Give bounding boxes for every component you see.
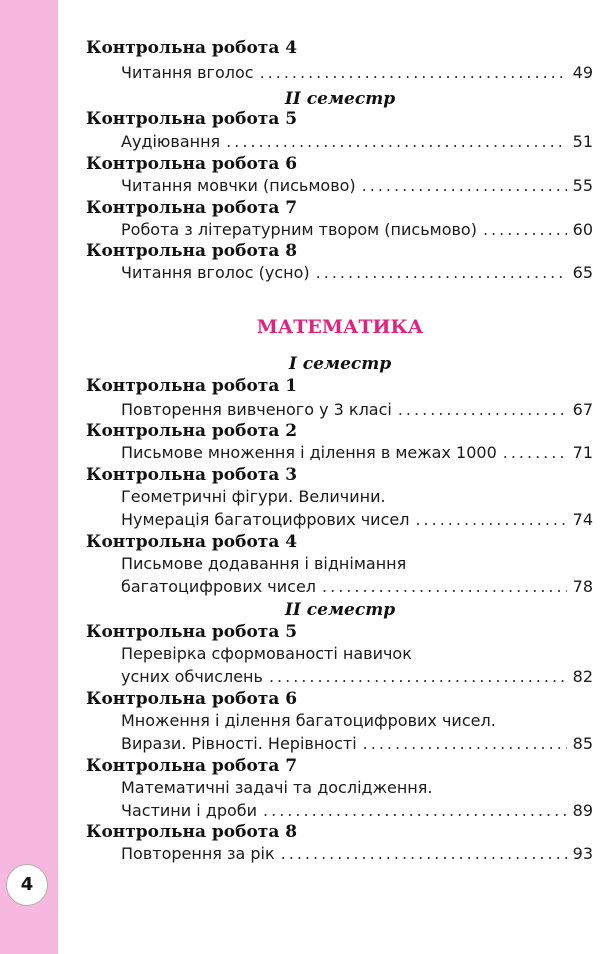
toc-entry-title: Письмове множення і ділення в межах 1000: [121, 443, 497, 462]
toc-heading: Контрольна робота 4: [86, 532, 298, 552]
toc-entry-page: 93: [572, 844, 593, 863]
toc-entry-title: Повторення вивченого у 3 класі: [121, 400, 392, 419]
toc-entry-title: Читання вголос (усно): [121, 263, 310, 282]
toc-heading: Контрольна робота 7: [86, 756, 298, 776]
page-margin-stripe: [0, 0, 58, 954]
semester-heading: I семестр: [288, 354, 392, 374]
toc-heading: Контрольна робота 8: [86, 241, 298, 261]
toc-entry-page: 82: [572, 667, 593, 686]
toc-entry-page: 65: [572, 263, 593, 282]
toc-entry-page: 51: [572, 132, 593, 151]
toc-entry-line: Геометричні фігури. Величини.: [121, 487, 386, 506]
toc-heading: Контрольна робота 5: [86, 622, 298, 642]
toc-entry-page: 74: [572, 510, 593, 529]
toc-entry-title: Читання мовчки (письмово): [121, 176, 356, 195]
semester-heading: II семестр: [284, 89, 396, 109]
toc-heading: Контрольна робота 7: [86, 198, 298, 218]
toc-entry-title: Повторення за рік: [121, 844, 275, 863]
section-title-math: МАТЕМАТИКА: [256, 316, 424, 338]
toc-entry[interactable]: [121, 59, 593, 87]
dot-leader: [260, 59, 567, 87]
toc-entry-line: Множення і ділення багатоцифрових чисел.: [121, 711, 496, 730]
toc-entry-page: 89: [572, 801, 593, 820]
toc-entry-title: Вирази. Рівності. Нерівності: [121, 734, 357, 753]
toc-entry-title: Частини і дроби: [121, 801, 258, 820]
semester-heading: II семестр: [284, 600, 396, 620]
toc-entry-page: 67: [572, 400, 593, 419]
page-number: 4: [6, 864, 48, 906]
toc-entry-title: усних обчислень: [121, 667, 263, 686]
toc-heading: Контрольна робота 4: [86, 38, 298, 58]
toc-heading: Контрольна робота 6: [86, 689, 298, 709]
toc-entry[interactable]: [121, 259, 593, 287]
toc-entry-title: Робота з літературним твором (письмово): [121, 220, 477, 239]
toc-heading: Контрольна робота 5: [86, 109, 298, 129]
toc-entry[interactable]: [121, 840, 593, 868]
toc-entry-title: багатоцифрових чисел: [121, 577, 317, 596]
toc-entry-title: Читання вголос: [121, 63, 254, 82]
toc-heading: Контрольна робота 2: [86, 421, 298, 441]
toc-entry-page: 71: [572, 443, 593, 462]
toc-heading: Контрольна робота 1: [86, 376, 298, 396]
toc-entry-title: Нумерація багатоцифрових чисел: [121, 510, 410, 529]
toc-entry-line: Математичні задачі та дослідження.: [121, 778, 433, 797]
toc-entry-page: 60: [572, 220, 593, 239]
dot-leader: [316, 259, 567, 287]
toc-entry-page: 55: [572, 176, 593, 195]
toc-entry-page: 49: [572, 63, 593, 82]
toc-entry-title: Аудіювання: [121, 132, 221, 151]
toc-entry-line: Письмове додавання і віднімання: [121, 554, 407, 573]
toc-entry-page: 78: [572, 577, 593, 596]
dot-leader: [281, 840, 567, 868]
toc-heading: Контрольна робота 3: [86, 465, 298, 485]
toc-entry-page: 85: [572, 734, 593, 753]
toc-heading: Контрольна робота 6: [86, 154, 298, 174]
toc-heading: Контрольна робота 8: [86, 822, 298, 842]
toc-entry-line: Перевірка сформованості навичок: [121, 644, 412, 663]
